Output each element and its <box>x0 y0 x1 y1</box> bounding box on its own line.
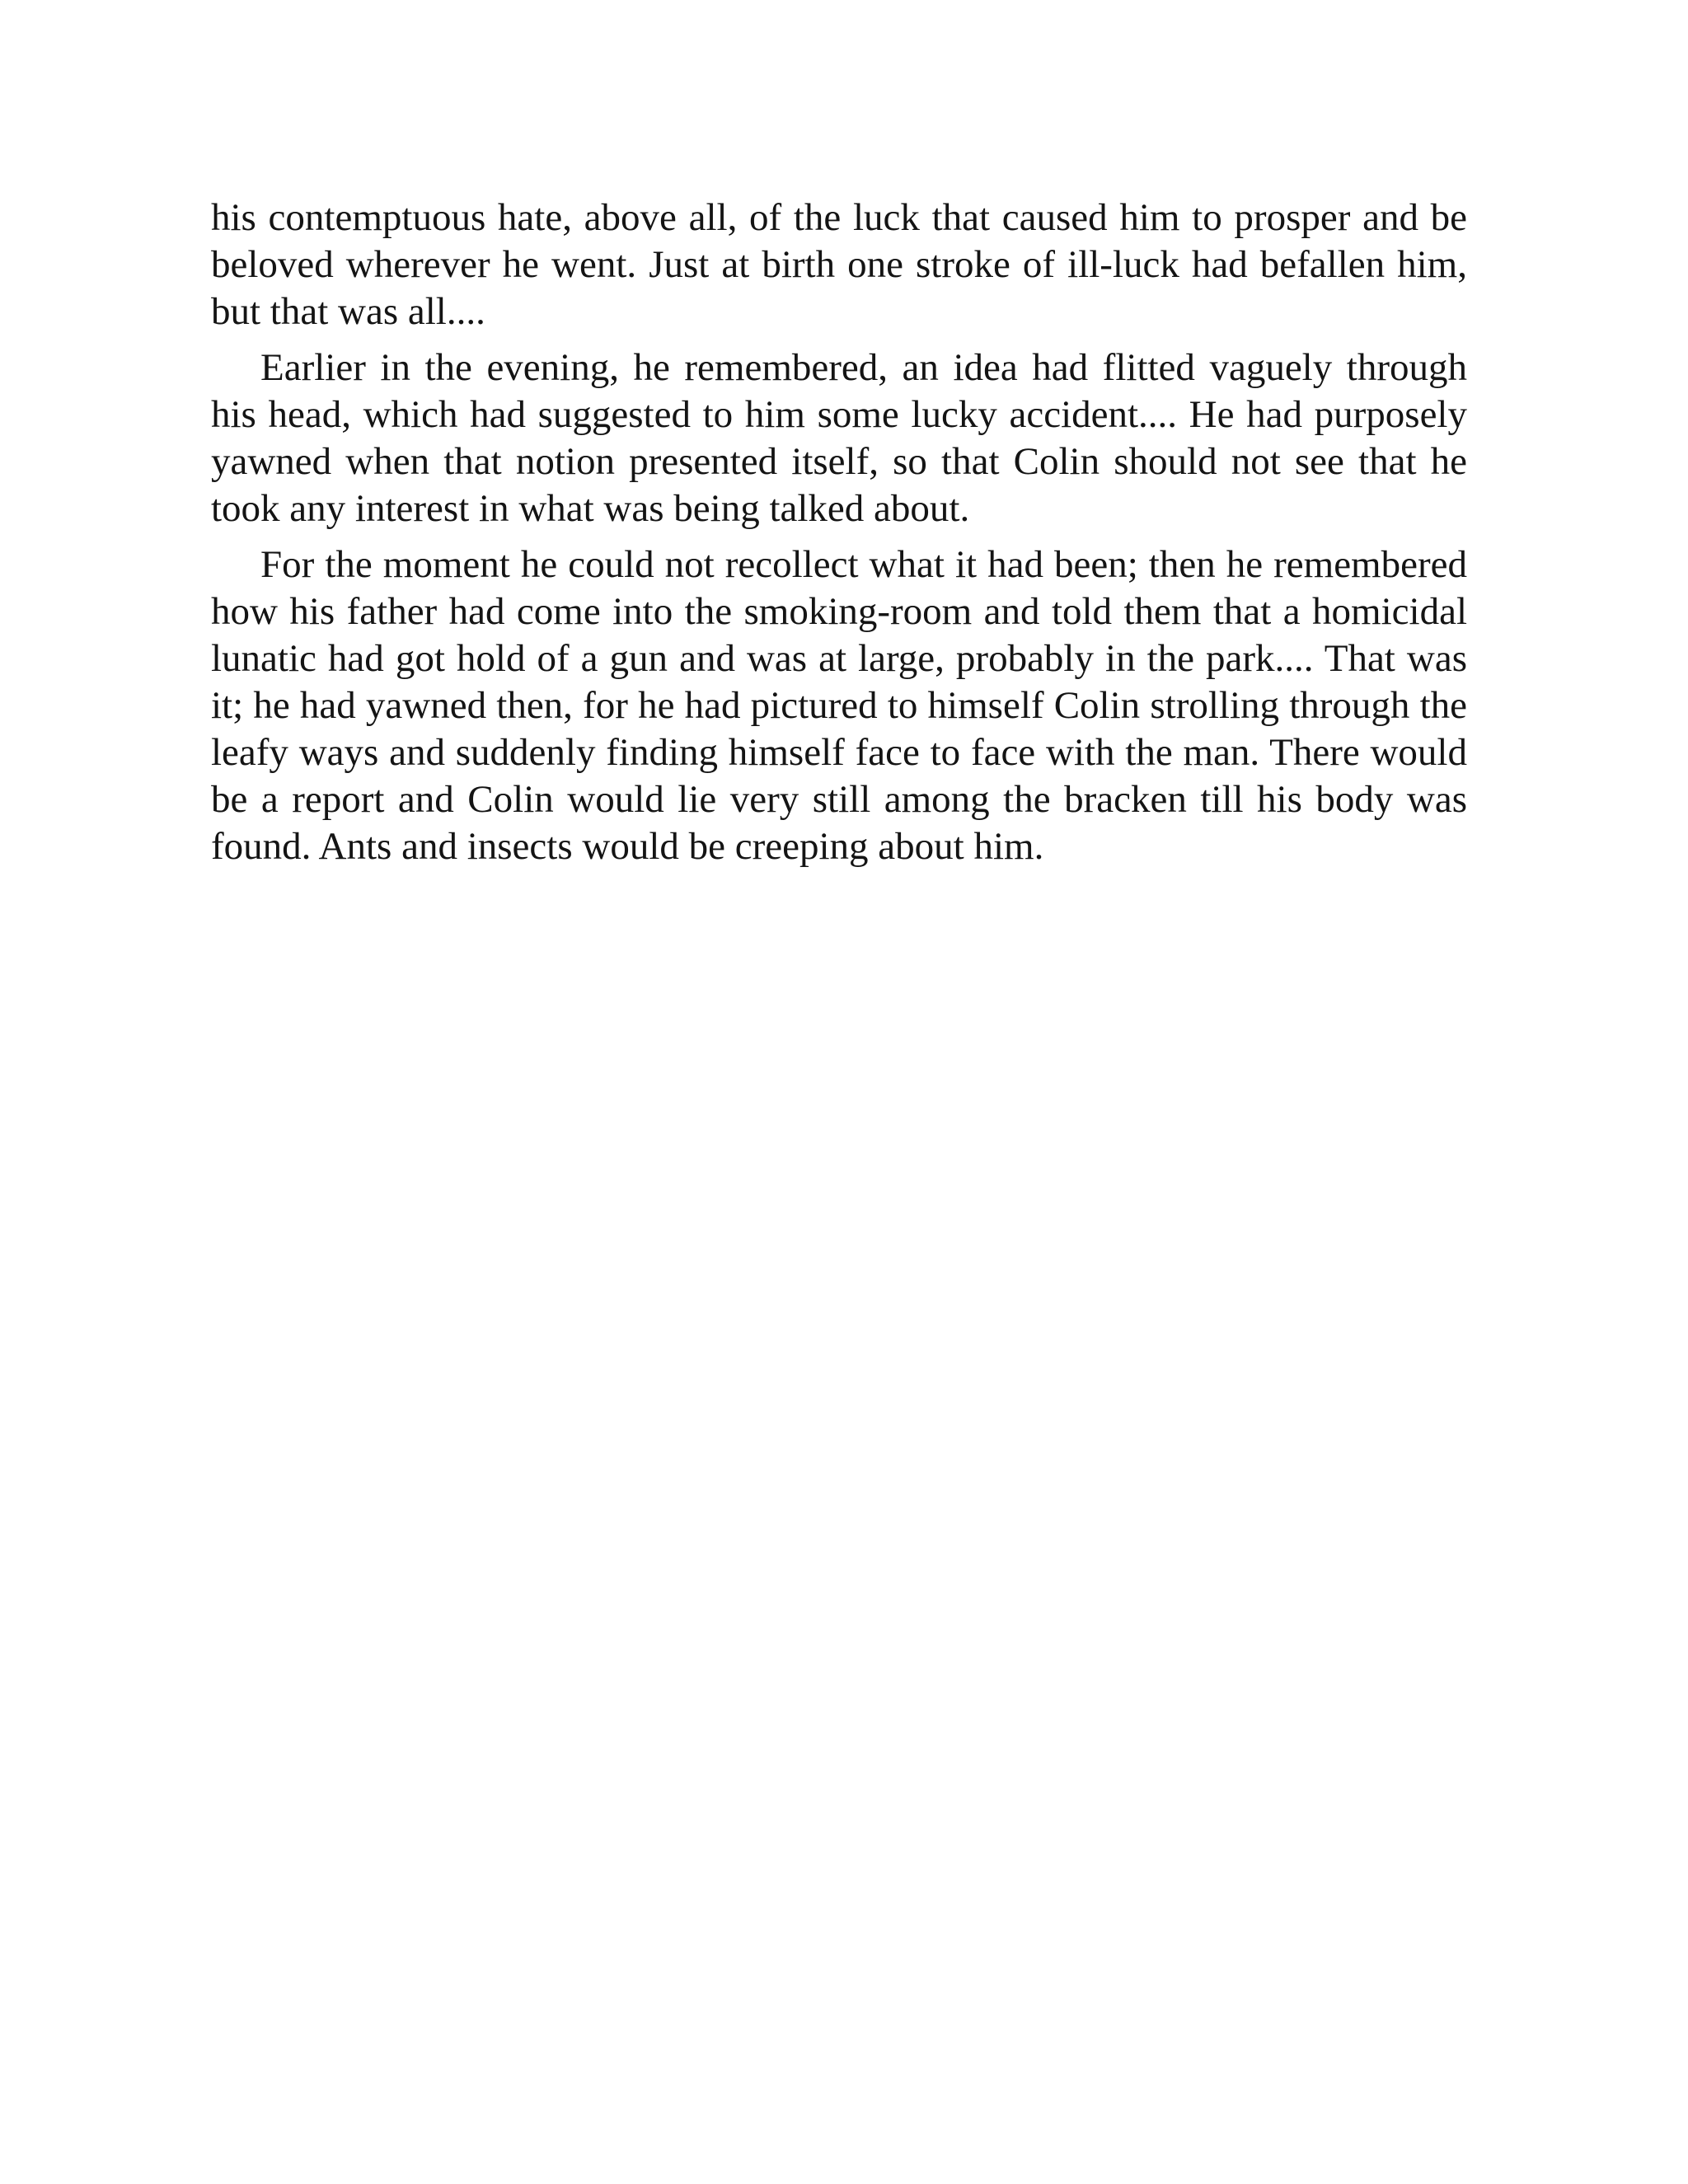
paragraph-1: his contemptuous hate, above all, of the luck that caused him to prosper and be beloved wherever he went. Just at birth one stroke of ill-luck had befallen him, but that was all.... <box>211 196 1467 333</box>
paragraph-3: For the moment he could not recollect what it had been; then he remembered how his father had come into the smoking-room and told them that a homicidal lunatic had got hold of a gun and was at large, probably in the park.... That was it; he had yawned then, for he had pictured to himself Colin strolling through the leafy ways and suddenly finding himself face to face with the man. There would be a report and Colin would lie very still among the bracken till his body was found. Ants and insects would be creeping about him. <box>211 543 1467 868</box>
paragraph-2: Earlier in the evening, he remembered, an idea had flitted vaguely through his head, which had suggested to him some lucky accident.... He had purposely yawned when that notion presented itself, so that Colin should not see that he took any interest in what was being talked about. <box>211 346 1467 530</box>
body-text <box>211 194 1467 879</box>
